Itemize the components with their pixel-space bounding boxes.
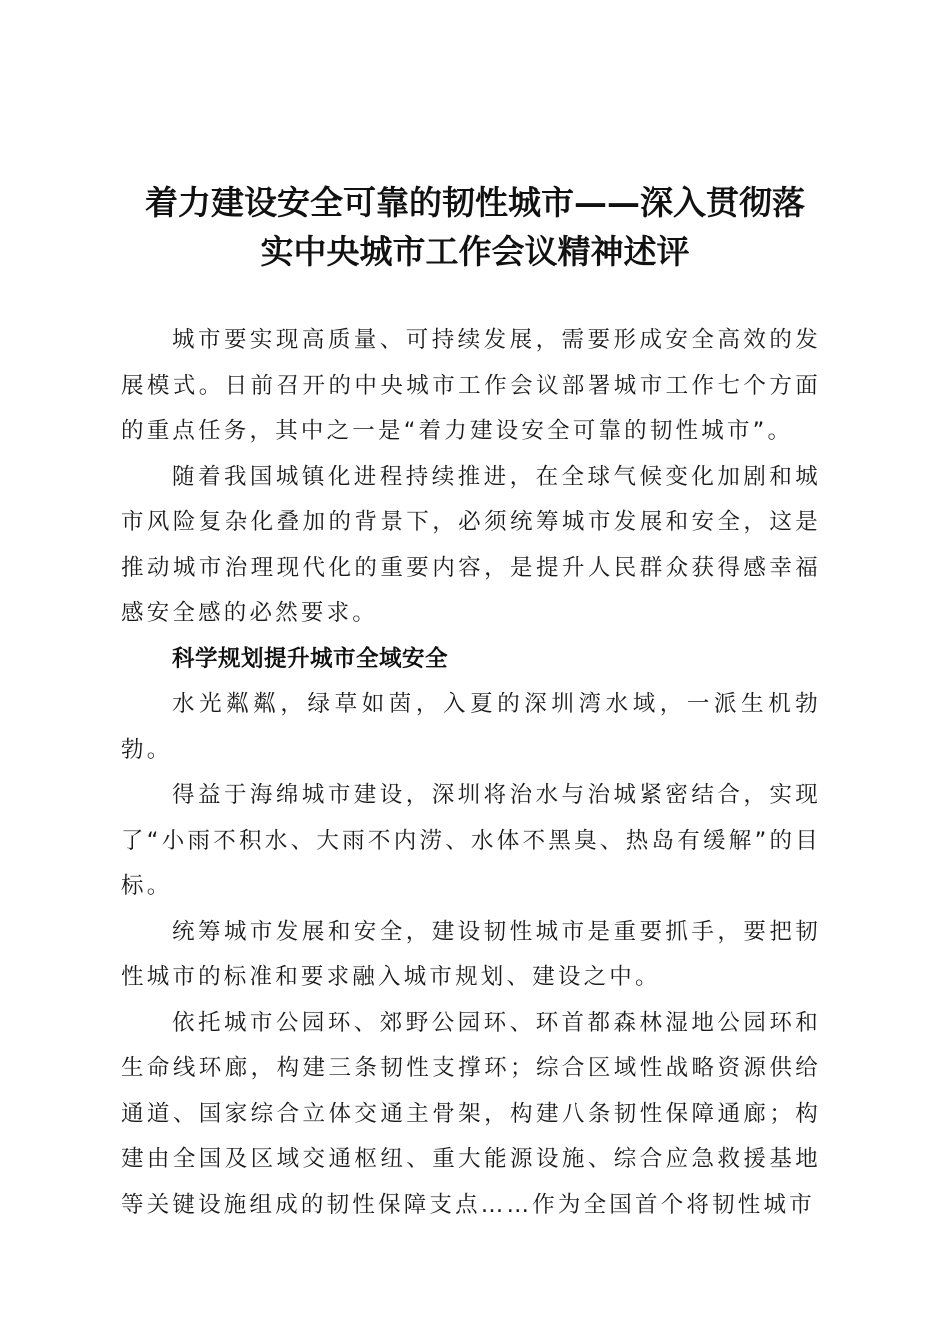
title-line-2: 实中央城市工作会议精神述评 [260, 232, 690, 271]
paragraph-background: 随着我国城镇化进程持续推进，在全球气候变化加剧和城市风险复杂化叠加的背景下，必须统筹城市发展和安全，这是推动城市治理现代化的重要内容，是提升人民群众获得感幸福感安全感的必然要求。 [121, 463, 821, 626]
paragraph-intro: 城市要实现高质量、可持续发展，需要形成安全高效的发展模式。日前召开的中央城市工作会议部署城市工作七个方面的重点任务，其中之一是“着力建设安全可靠的韧性城市”。 [121, 327, 821, 444]
article-title [100, 178, 850, 276]
article-body [121, 318, 821, 1228]
paragraph-planning: 统筹城市发展和安全，建设韧性城市是重要抓手，要把韧性城市的标准和要求融入城市规划、建设之中。 [121, 918, 821, 990]
paragraph-resilience-rings: 依托城市公园环、郊野公园环、环首都森林湿地公园环和生命线环廊，构建三条韧性支撑环；综合区域性战略资源供给通道、国家综合立体交通主骨架，构建八条韧性保障通廊；构建由全国及区域交通枢纽、重大能源设施、综合应急救援基地等关键设施组成的韧性保障支点……作为全国首个将韧性城市 [121, 1009, 821, 1218]
section-subheading: 科学规划提升城市全域安全 [172, 645, 449, 672]
title-line-1: 着力建设安全可靠的韧性城市——深入贯彻落 [145, 183, 805, 222]
paragraph-shenzhen-bay: 水光粼粼，绿草如茵，入夏的深圳湾水域，一派生机勃勃。 [121, 691, 821, 763]
paragraph-sponge-city: 得益于海绵城市建设，深圳将治水与治城紧密结合，实现了“小雨不积水、大雨不内涝、水体不黑臭、热岛有缓解”的目标。 [121, 782, 821, 899]
